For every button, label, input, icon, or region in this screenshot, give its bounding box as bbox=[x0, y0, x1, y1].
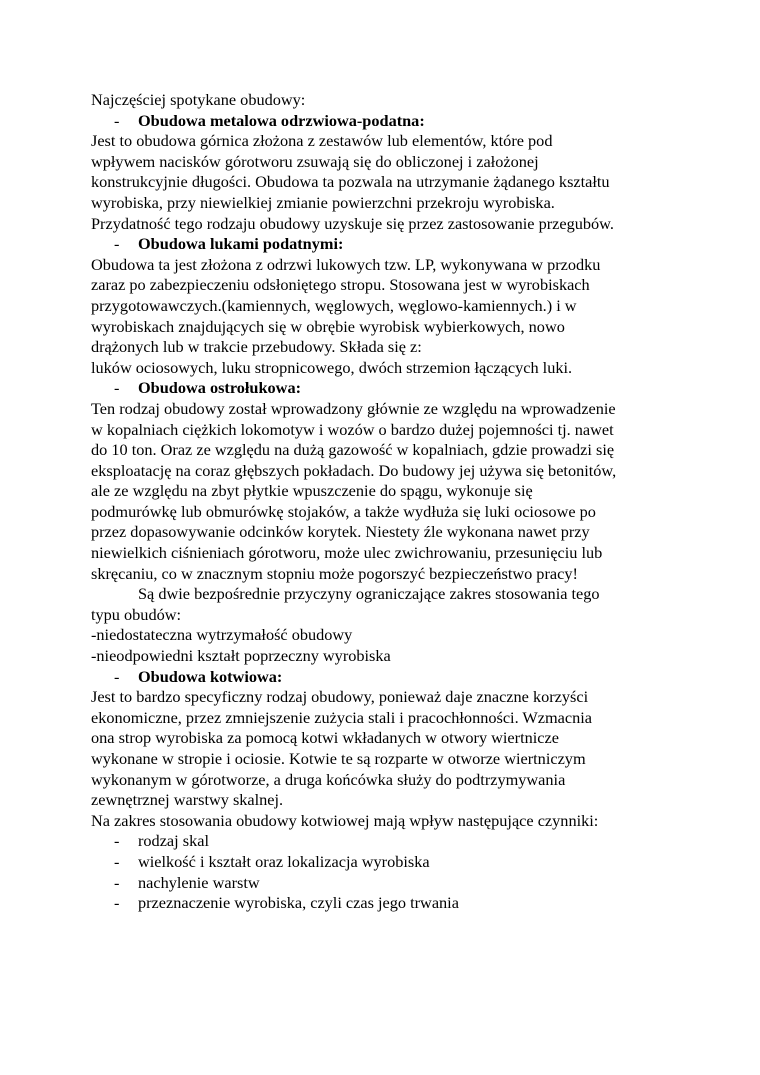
body-line: zaraz po zabezpieczeniu odsłoniętego stropu. Stosowana jest w wyrobiskach bbox=[91, 275, 590, 295]
list-item bbox=[91, 893, 691, 914]
body-line: zewnętrznej warstwy skalnej. bbox=[91, 790, 284, 810]
body-line: Na zakres stosowania obudowy kotwiowej mają wpływ następujące czynniki: bbox=[91, 810, 599, 830]
body-line: drążonych lub w trakcie przebudowy. Składa się z: bbox=[91, 337, 422, 357]
section-heading-text: Obudowa kotwiowa: bbox=[138, 666, 283, 686]
body-line: Ten rodzaj obudowy został wprowadzony głównie ze względu na wprowadzenie bbox=[91, 398, 616, 418]
body-line: przez dopasowywanie odcinków korytek. Niestety źle wykonana nawet przy bbox=[91, 522, 590, 542]
body-line: -niedostateczna wytrzymałość obudowy bbox=[91, 625, 353, 645]
dash-marker: - bbox=[114, 851, 120, 871]
body-line: podmurówkę lub obmurówkę stojaków, a także wydłuża się luki ociosowe po bbox=[91, 501, 596, 521]
body-line: ona strop wyrobiska za pomocą kotwi wkładanych w otwory wiertnicze bbox=[91, 728, 559, 748]
section-heading-text: Obudowa ostrołukowa: bbox=[138, 378, 302, 398]
dash-marker: - bbox=[114, 378, 120, 398]
body-line: ekonomiczne, przez zmniejszenie zużycia stali i pracochłonności. Wzmacnia bbox=[91, 707, 593, 727]
list-item bbox=[91, 873, 691, 894]
body-line: eksploatację na coraz głębszych pokładach. Do budowy jej używa się betonitów, bbox=[91, 460, 617, 480]
indented-line: Są dwie bezpośrednie przyczyny ograniczające zakres stosowania tego bbox=[138, 584, 600, 604]
list-item-text: rodzaj skal bbox=[138, 831, 209, 851]
body-line: Obudowa ta jest złożona z odrzwi lukowych tzw. LP, wykonywana w przodku bbox=[91, 254, 601, 274]
section-heading bbox=[91, 667, 691, 688]
list-item-text: wielkość i kształt oraz lokalizacja wyrobiska bbox=[138, 851, 430, 871]
section-heading-text: Obudowa lukami podatnymi: bbox=[138, 234, 344, 254]
body-line: ale ze względu na zbyt płytkie wpuszczenie do spągu, wykonuje się bbox=[91, 481, 533, 501]
body-line: wykonanym w górotworze, a druga końcówka służy do podtrzymywania bbox=[91, 769, 566, 789]
section-heading bbox=[91, 234, 691, 255]
list-item bbox=[91, 831, 691, 852]
dash-marker: - bbox=[114, 893, 120, 913]
body-line: -nieodpowiedni kształt poprzeczny wyrobiska bbox=[91, 646, 391, 666]
document-body bbox=[91, 90, 691, 914]
intro-line: Najczęściej spotykane obudowy: bbox=[91, 90, 306, 109]
dash-marker: - bbox=[114, 666, 120, 686]
body-line: Jest to obudowa górnica złożona z zestawów lub elementów, które pod bbox=[91, 131, 553, 151]
body-line: typu obudów: bbox=[91, 604, 182, 624]
body-line: luków ociosowych, luku stropnicowego, dwóch strzemion łączących luki. bbox=[91, 357, 573, 377]
body-line: wyrobiskach znajdujących się w obrębie wyrobisk wybierkowych, nowo bbox=[91, 316, 565, 336]
dash-marker: - bbox=[114, 234, 120, 254]
body-line: konstrukcyjnie długości. Obudowa ta pozwala na utrzymanie żądanego kształtu bbox=[91, 172, 610, 192]
list-item bbox=[91, 852, 691, 873]
body-line: niewielkich ciśnieniach górotworu, może ulec zwichrowaniu, przesunięciu lub bbox=[91, 543, 603, 563]
list-item-text: przeznaczenie wyrobiska, czyli czas jego trwania bbox=[138, 893, 459, 913]
dash-marker: - bbox=[114, 110, 120, 130]
body-line: do 10 ton. Oraz ze względu na dużą gazowość w kopalniach, gdzie prowadzi się bbox=[91, 440, 615, 460]
section-heading-text: Obudowa metalowa odrzwiowa-podatna: bbox=[138, 110, 425, 130]
body-line: w kopalniach ciężkich lokomotyw i wozów o bardzo dużej pojemności tj. nawet bbox=[91, 419, 614, 439]
body-line: wyrobiska, przy niewielkiej zmianie powierzchni przekroju wyrobiska. bbox=[91, 192, 555, 212]
body-line: wykonane w stropie i ociosie. Kotwie te są rozparte w otworze wiertniczym bbox=[91, 749, 586, 768]
dash-marker: - bbox=[114, 831, 120, 851]
dash-marker: - bbox=[114, 872, 120, 892]
section-heading bbox=[91, 378, 691, 399]
body-line: przygotowawczych.(kamiennych, węglowych, węglowo-kamiennych.) i w bbox=[91, 295, 577, 315]
body-line: wpływem nacisków górotworu zsuwają się do obliczonej i założonej bbox=[91, 151, 539, 171]
body-line: Jest to bardzo specyficzny rodzaj obudowy, ponieważ daje znaczne korzyści bbox=[91, 687, 589, 707]
section-heading bbox=[91, 111, 691, 132]
body-line: Przydatność tego rodzaju obudowy uzyskuje się przez zastosowanie przegubów. bbox=[91, 213, 614, 233]
list-item-text: nachylenie warstw bbox=[138, 872, 260, 892]
body-line: skręcaniu, co w znacznym stopniu może pogorszyć bezpieczeństwo pracy! bbox=[91, 563, 578, 583]
